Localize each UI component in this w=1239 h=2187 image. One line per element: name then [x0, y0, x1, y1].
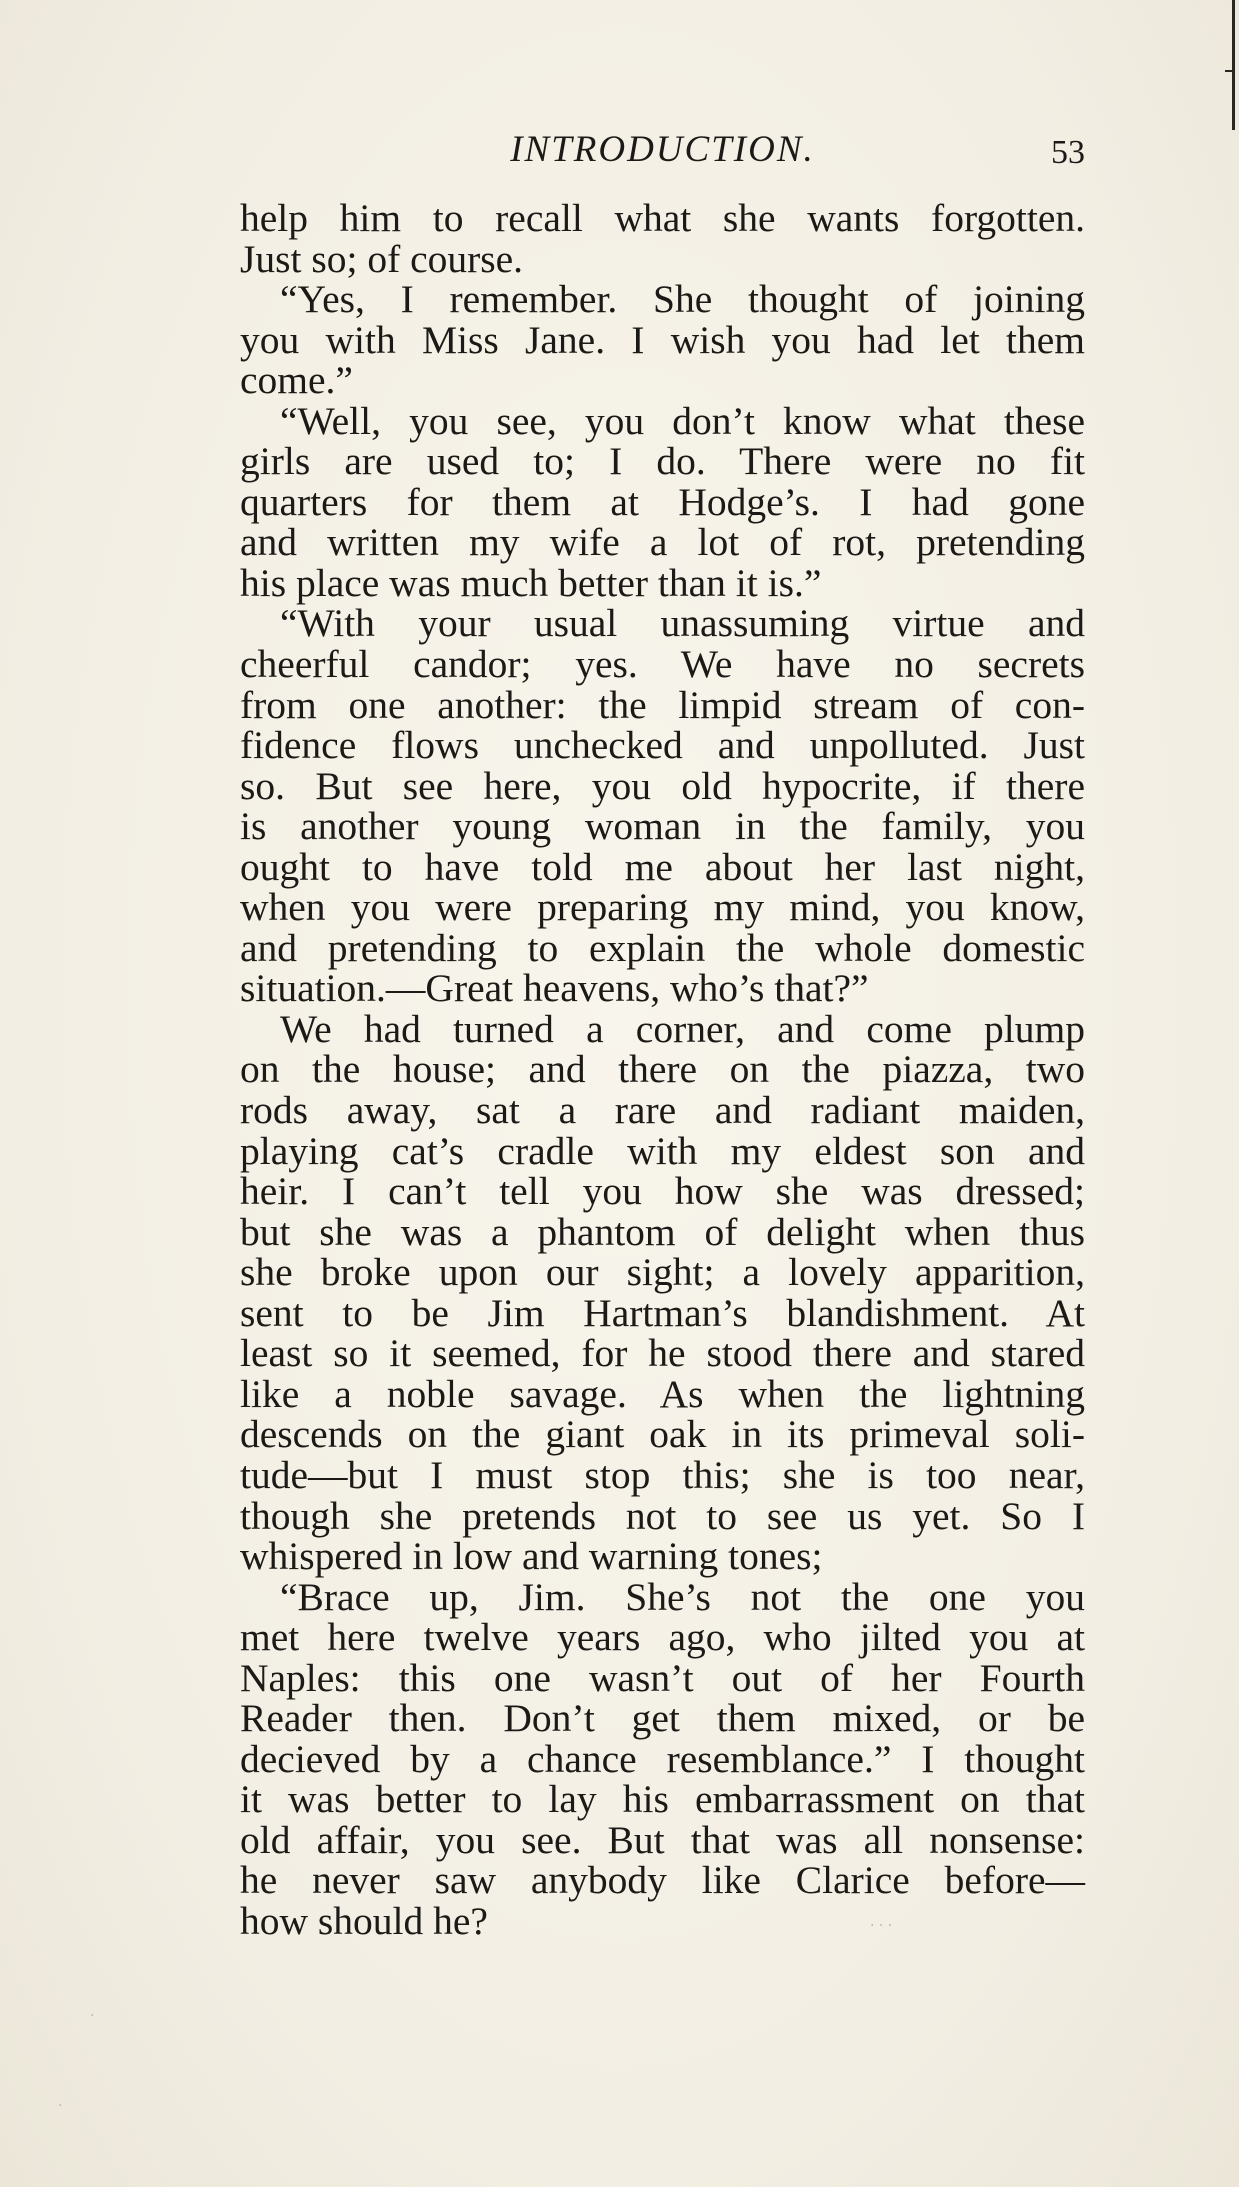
page-edge-tick: [1225, 70, 1233, 72]
running-title: INTRODUCTION.: [510, 129, 815, 170]
text-line: is another young woman in the family, you: [240, 804, 1085, 849]
text-line: come.”: [240, 358, 353, 403]
text-line: sent to be Jim Hartman’s blandishment. At: [240, 1290, 1085, 1335]
scan-speck: ·: [90, 2008, 95, 2024]
text-line: but she was a phantom of delight when thus: [240, 1209, 1085, 1254]
text-line: met here twelve years ago, who jilted you at: [240, 1615, 1085, 1660]
text-line: cheerful candor; yes. We have no secrets: [240, 642, 1085, 687]
page-edge-rule: [1232, 0, 1235, 130]
text-line: Reader then. Don’t get them mixed, or be: [240, 1696, 1085, 1741]
text-line: Just so; of course.: [240, 236, 524, 281]
text-line: help him to recall what she wants forgotten.: [240, 196, 1085, 240]
text-line: rods away, sat a rare and radiant maiden,: [240, 1088, 1085, 1133]
text-line: whispered in low and warning tones;: [240, 1534, 823, 1579]
text-line: when you were preparing my mind, you know,: [240, 885, 1085, 930]
text-line: least so it seemed, for he stood there and stared: [240, 1331, 1085, 1376]
text-line: like a noble savage. As when the lightning: [240, 1371, 1085, 1416]
text-line: “Well, you see, you don’t know what these: [280, 398, 1085, 443]
text-line: descends on the giant oak in its primeval soli-: [240, 1412, 1085, 1457]
text-line: so. But see here, you old hypocrite, if there: [240, 763, 1085, 808]
text-line: though she pretends not to see us yet. So I: [240, 1493, 1085, 1538]
text-line: his place was much better than it is.”: [240, 560, 822, 605]
text-line: “Brace up, Jim. She’s not the one you: [280, 1574, 1085, 1619]
text-line: quarters for them at Hodge’s. I had gone: [240, 479, 1085, 524]
text-line: fidence flows unchecked and unpolluted. Just: [240, 723, 1085, 768]
text-line: tude—but I must stop this; she is too near,: [240, 1452, 1085, 1497]
text-line: how should he?: [240, 1898, 488, 1943]
text-line: “With your usual unassuming virtue and: [280, 601, 1085, 646]
text-line: Naples: this one wasn’t out of her Fourth: [240, 1655, 1085, 1700]
text-line: decieved by a chance resemblance.” I thought: [240, 1736, 1085, 1781]
text-line: on the house; and there on the piazza, two: [240, 1047, 1085, 1092]
text-line: old affair, you see. But that was all nonsense:: [240, 1817, 1085, 1862]
scan-speck: · · ·: [870, 1918, 893, 1934]
text-line: playing cat’s cradle with my eldest son and: [240, 1128, 1085, 1173]
text-line: heir. I can’t tell you how she was dressed;: [240, 1169, 1085, 1214]
text-line: he never saw anybody like Clarice before—: [240, 1858, 1085, 1903]
scan-speck: ·: [58, 2098, 63, 2114]
text-line: it was better to lay his embarrassment on that: [240, 1777, 1085, 1822]
text-line: We had turned a corner, and come plump: [280, 1006, 1085, 1051]
page-number: 53: [1051, 134, 1085, 171]
text-line: situation.—Great heavens, who’s that?”: [240, 966, 869, 1011]
text-line: and written my wife a lot of rot, pretending: [240, 520, 1085, 565]
text-line: and pretending to explain the whole domestic: [240, 925, 1085, 970]
text-line: ought to have told me about her last night,: [240, 844, 1085, 889]
text-line: she broke upon our sight; a lovely apparition,: [240, 1250, 1085, 1295]
body-text: [240, 198, 1085, 1942]
running-head: [240, 128, 1085, 178]
text-line: from one another: the limpid stream of con-: [240, 682, 1085, 727]
text-line: “Yes, I remember. She thought of joining: [280, 277, 1085, 322]
text-line: you with Miss Jane. I wish you had let them: [240, 317, 1085, 362]
text-line: girls are used to; I do. There were no fit: [240, 439, 1085, 484]
